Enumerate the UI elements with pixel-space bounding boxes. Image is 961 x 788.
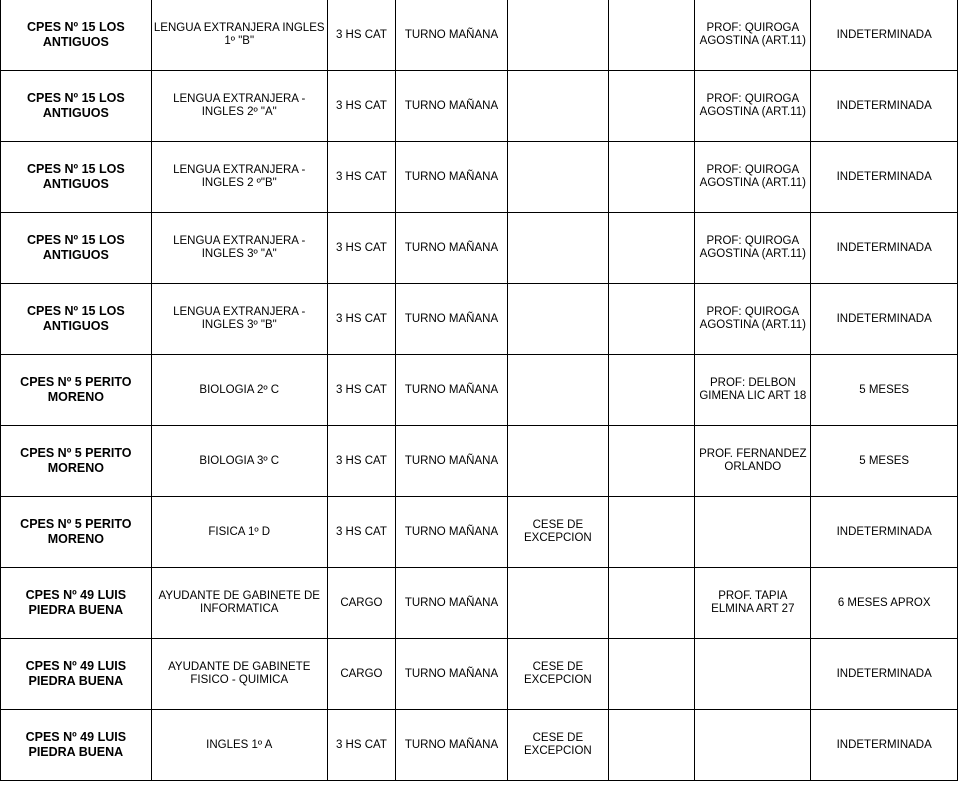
duration-cell: INDETERMINADA [811,0,958,71]
subject-cell: BIOLOGIA 3º C [151,426,327,497]
school-cell: CPES Nº 5 PERITO MORENO [1,497,152,568]
hours-cell: CARGO [327,639,395,710]
school-cell: CPES Nº 15 LOS ANTIGUOS [1,71,152,142]
table-row [1,426,958,497]
extra-cell [608,426,695,497]
teacher-cell [695,639,811,710]
duration-cell: INDETERMINADA [811,213,958,284]
table-row [1,710,958,781]
duration-cell: 5 MESES [811,355,958,426]
hours-cell: 3 HS CAT [327,284,395,355]
hours-cell: CARGO [327,568,395,639]
teacher-cell: PROF: QUIROGA AGOSTINA (ART.11) [695,71,811,142]
teacher-cell [695,710,811,781]
reason-cell: CESE DE EXCEPCION [507,497,608,568]
teacher-cell: PROF: DELBON GIMENA LIC ART 18 [695,355,811,426]
duration-cell: INDETERMINADA [811,284,958,355]
subject-cell: LENGUA EXTRANJERA -INGLES 2º "A" [151,71,327,142]
table-row [1,568,958,639]
subject-cell: LENGUA EXTRANJERA - INGLES 3º "A" [151,213,327,284]
hours-cell: 3 HS CAT [327,497,395,568]
subject-cell: INGLES 1º A [151,710,327,781]
shift-cell: TURNO MAÑANA [396,710,508,781]
extra-cell [608,142,695,213]
hours-cell: 3 HS CAT [327,0,395,71]
reason-cell [507,71,608,142]
extra-cell [608,568,695,639]
subject-cell: FISICA 1º D [151,497,327,568]
shift-cell: TURNO MAÑANA [396,497,508,568]
table-body [1,0,958,781]
subject-cell: AYUDANTE DE GABINETE DE INFORMATICA [151,568,327,639]
subject-cell: LENGUA EXTRANJERA INGLES 1º "B" [151,0,327,71]
school-cell: CPES Nº 15 LOS ANTIGUOS [1,213,152,284]
table-row [1,355,958,426]
table-row [1,284,958,355]
reason-cell [507,0,608,71]
shift-cell: TURNO MAÑANA [396,639,508,710]
reason-cell: CESE DE EXCEPCION [507,710,608,781]
reason-cell [507,568,608,639]
extra-cell [608,497,695,568]
shift-cell: TURNO MAÑANA [396,213,508,284]
extra-cell [608,639,695,710]
table-row [1,142,958,213]
teacher-cell [695,497,811,568]
table-row [1,639,958,710]
extra-cell [608,71,695,142]
school-cell: CPES Nº 49 LUIS PIEDRA BUENA [1,639,152,710]
extra-cell [608,0,695,71]
hours-cell: 3 HS CAT [327,355,395,426]
shift-cell: TURNO MAÑANA [396,426,508,497]
table-row [1,497,958,568]
duration-cell: 5 MESES [811,426,958,497]
shift-cell: TURNO MAÑANA [396,355,508,426]
teacher-cell: PROF. FERNANDEZ ORLANDO [695,426,811,497]
subject-cell: BIOLOGIA 2º C [151,355,327,426]
subject-cell: AYUDANTE DE GABINETE FISICO - QUIMICA [151,639,327,710]
extra-cell [608,355,695,426]
shift-cell: TURNO MAÑANA [396,284,508,355]
school-cell: CPES Nº 15 LOS ANTIGUOS [1,0,152,71]
school-cell: CPES Nº 49 LUIS PIEDRA BUENA [1,568,152,639]
extra-cell [608,213,695,284]
duration-cell: INDETERMINADA [811,497,958,568]
extra-cell [608,284,695,355]
hours-cell: 3 HS CAT [327,426,395,497]
subject-cell: LENGUA EXTRANJERA - INGLES 3º "B" [151,284,327,355]
school-cell: CPES Nº 5 PERITO MORENO [1,355,152,426]
shift-cell: TURNO MAÑANA [396,568,508,639]
teacher-cell: PROF: QUIROGA AGOSTINA (ART.11) [695,284,811,355]
reason-cell [507,284,608,355]
reason-cell [507,213,608,284]
table-row [1,213,958,284]
shift-cell: TURNO MAÑANA [396,0,508,71]
subject-cell: LENGUA EXTRANJERA - INGLES 2 º"B" [151,142,327,213]
reason-cell: CESE DE EXCEPCION [507,639,608,710]
duration-cell: INDETERMINADA [811,639,958,710]
duration-cell: INDETERMINADA [811,710,958,781]
school-cell: CPES Nº 15 LOS ANTIGUOS [1,284,152,355]
duration-cell: 6 MESES APROX [811,568,958,639]
teacher-cell: PROF: QUIROGA AGOSTINA (ART.11) [695,0,811,71]
reason-cell [507,426,608,497]
reason-cell [507,355,608,426]
duration-cell: INDETERMINADA [811,71,958,142]
teacher-cell: PROF. TAPIA ELMINA ART 27 [695,568,811,639]
school-cell: CPES Nº 49 LUIS PIEDRA BUENA [1,710,152,781]
duration-cell: INDETERMINADA [811,142,958,213]
shift-cell: TURNO MAÑANA [396,142,508,213]
table-row [1,0,958,71]
teacher-cell: PROF: QUIROGA AGOSTINA (ART.11) [695,213,811,284]
hours-cell: 3 HS CAT [327,710,395,781]
school-cell: CPES Nº 5 PERITO MORENO [1,426,152,497]
hours-cell: 3 HS CAT [327,142,395,213]
hours-cell: 3 HS CAT [327,213,395,284]
reason-cell [507,142,608,213]
teacher-cell: PROF: QUIROGA AGOSTINA (ART.11) [695,142,811,213]
school-cell: CPES Nº 15 LOS ANTIGUOS [1,142,152,213]
hours-cell: 3 HS CAT [327,71,395,142]
table-row [1,71,958,142]
shift-cell: TURNO MAÑANA [396,71,508,142]
extra-cell [608,710,695,781]
